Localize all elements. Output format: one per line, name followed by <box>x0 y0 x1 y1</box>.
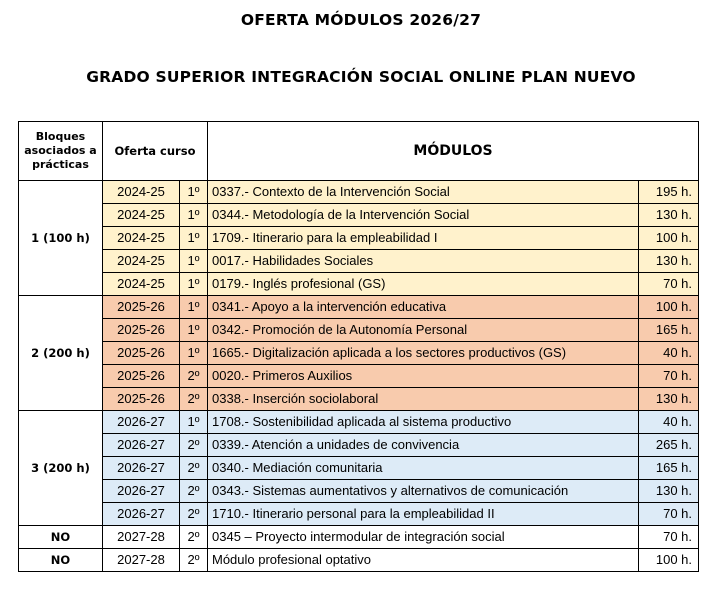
block-label: NO <box>19 526 103 549</box>
module-cell: 0337.- Contexto de la Intervención Social <box>208 181 639 204</box>
year-cell: 2026-27 <box>103 434 180 457</box>
year-cell: 2025-26 <box>103 365 180 388</box>
table-row <box>19 411 699 434</box>
hours-cell: 165 h. <box>639 457 699 480</box>
course-cell: 2º <box>180 365 208 388</box>
course-cell: 1º <box>180 296 208 319</box>
table-row <box>19 480 699 503</box>
course-cell: 1º <box>180 319 208 342</box>
course-cell: 2º <box>180 503 208 526</box>
year-cell: 2025-26 <box>103 342 180 365</box>
table-row <box>19 250 699 273</box>
course-cell: 2º <box>180 480 208 503</box>
module-cell: 0020.- Primeros Auxilios <box>208 365 639 388</box>
hours-cell: 130 h. <box>639 250 699 273</box>
module-cell: 0345 – Proyecto intermodular de integración social <box>208 526 639 549</box>
table-row <box>19 434 699 457</box>
year-cell: 2024-25 <box>103 204 180 227</box>
hours-cell: 265 h. <box>639 434 699 457</box>
year-cell: 2025-26 <box>103 319 180 342</box>
hours-cell: 70 h. <box>639 273 699 296</box>
course-cell: 1º <box>180 411 208 434</box>
year-cell: 2024-25 <box>103 181 180 204</box>
year-cell: 2024-25 <box>103 250 180 273</box>
hours-cell: 130 h. <box>639 388 699 411</box>
module-cell: 0341.- Apoyo a la intervención educativa <box>208 296 639 319</box>
year-cell: 2024-25 <box>103 227 180 250</box>
course-cell: 1º <box>180 273 208 296</box>
modules-table <box>18 121 699 572</box>
course-cell: 1º <box>180 342 208 365</box>
year-cell: 2024-25 <box>103 273 180 296</box>
hours-cell: 195 h. <box>639 181 699 204</box>
hours-cell: 40 h. <box>639 411 699 434</box>
module-cell: Módulo profesional optativo <box>208 549 639 572</box>
table-row <box>19 503 699 526</box>
year-cell: 2026-27 <box>103 503 180 526</box>
header-modulos: MÓDULOS <box>208 122 699 181</box>
page-title: OFERTA MÓDULOS 2026/27 <box>240 11 482 29</box>
header-bloques: Bloques asociados a prácticas <box>19 122 103 181</box>
course-cell: 2º <box>180 434 208 457</box>
table-row <box>19 457 699 480</box>
course-cell: 1º <box>180 250 208 273</box>
hours-cell: 100 h. <box>639 227 699 250</box>
course-cell: 2º <box>180 526 208 549</box>
year-cell: 2027-28 <box>103 549 180 572</box>
year-cell: 2026-27 <box>103 480 180 503</box>
block-label: 1 (100 h) <box>19 181 103 296</box>
table-row <box>19 549 699 572</box>
table-row <box>19 227 699 250</box>
module-cell: 0339.- Atención a unidades de convivencia <box>208 434 639 457</box>
module-cell: 0340.- Mediación comunitaria <box>208 457 639 480</box>
hours-cell: 100 h. <box>639 296 699 319</box>
year-cell: 2025-26 <box>103 388 180 411</box>
table-row <box>19 342 699 365</box>
year-cell: 2025-26 <box>103 296 180 319</box>
hours-cell: 130 h. <box>639 480 699 503</box>
year-cell: 2026-27 <box>103 411 180 434</box>
hours-cell: 70 h. <box>639 503 699 526</box>
hours-cell: 165 h. <box>639 319 699 342</box>
table-row <box>19 204 699 227</box>
hours-cell: 130 h. <box>639 204 699 227</box>
table-row <box>19 319 699 342</box>
hours-cell: 70 h. <box>639 365 699 388</box>
course-cell: 2º <box>180 457 208 480</box>
module-cell: 0343.- Sistemas aumentativos y alternativos de comunicación <box>208 480 639 503</box>
module-cell: 1708.- Sostenibilidad aplicada al sistema productivo <box>208 411 639 434</box>
table-row <box>19 273 699 296</box>
page-subtitle: GRADO SUPERIOR INTEGRACIÓN SOCIAL ONLINE PLAN NUEVO <box>86 68 636 86</box>
course-cell: 2º <box>180 549 208 572</box>
course-cell: 1º <box>180 181 208 204</box>
course-cell: 2º <box>180 388 208 411</box>
year-cell: 2026-27 <box>103 457 180 480</box>
block-label: 3 (200 h) <box>19 411 103 526</box>
table-header-row <box>19 122 699 181</box>
year-cell: 2027-28 <box>103 526 180 549</box>
module-cell: 1709.- Itinerario para la empleabilidad I <box>208 227 639 250</box>
hours-cell: 40 h. <box>639 342 699 365</box>
hours-cell: 100 h. <box>639 549 699 572</box>
table-row <box>19 526 699 549</box>
module-cell: 0179.- Inglés profesional (GS) <box>208 273 639 296</box>
module-cell: 0017.- Habilidades Sociales <box>208 250 639 273</box>
block-label: NO <box>19 549 103 572</box>
module-cell: 1665.- Digitalización aplicada a los sectores productivos (GS) <box>208 342 639 365</box>
block-label: 2 (200 h) <box>19 296 103 411</box>
table-row <box>19 365 699 388</box>
hours-cell: 70 h. <box>639 526 699 549</box>
module-cell: 0338.- Inserción sociolaboral <box>208 388 639 411</box>
table-row <box>19 388 699 411</box>
header-oferta-curso: Oferta curso <box>103 122 208 181</box>
module-cell: 1710.- Itinerario personal para la empleabilidad II <box>208 503 639 526</box>
course-cell: 1º <box>180 227 208 250</box>
course-cell: 1º <box>180 204 208 227</box>
table-row <box>19 181 699 204</box>
table-row <box>19 296 699 319</box>
module-cell: 0344.- Metodología de la Intervención Social <box>208 204 639 227</box>
module-cell: 0342.- Promoción de la Autonomía Personal <box>208 319 639 342</box>
